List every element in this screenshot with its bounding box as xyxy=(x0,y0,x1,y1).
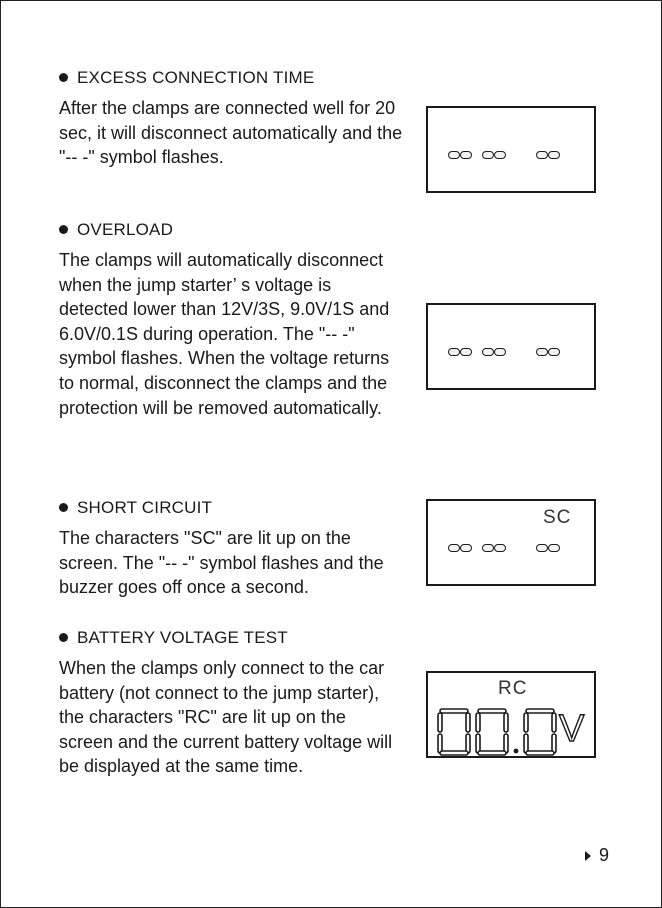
section-body: The characters "SC" are lit up on the screen. The "-- -" symbol flashes and the buzzer goes off once a second. xyxy=(59,528,384,598)
sc-indicator: SC xyxy=(543,507,572,528)
volt-unit: V xyxy=(559,708,585,750)
section-heading-text: EXCESS CONNECTION TIME xyxy=(77,68,315,87)
page-footer xyxy=(585,845,609,866)
section-body: When the clamps only connect to the car battery (not connect to the jump starter), the characters "RC" are lit up on the screen and the current battery voltage will be displayed at the same time. xyxy=(59,658,393,777)
dash-segment-icon xyxy=(482,348,506,356)
section-battery-voltage-test xyxy=(59,627,404,779)
bullet-icon xyxy=(59,73,68,82)
dash-segment-icon xyxy=(482,151,506,159)
section-overload xyxy=(59,219,404,420)
bullet-icon xyxy=(59,225,68,234)
dash-segment-icon xyxy=(482,544,506,552)
section-heading xyxy=(59,67,404,89)
bullet-icon xyxy=(59,633,68,642)
dash-segment-icon xyxy=(448,151,472,159)
section-heading-text: OVERLOAD xyxy=(77,220,174,239)
section-short-circuit xyxy=(59,497,404,600)
dash-segment-icon xyxy=(448,544,472,552)
section-heading xyxy=(59,219,404,241)
dash-segment-icon xyxy=(448,348,472,356)
section-heading-text: BATTERY VOLTAGE TEST xyxy=(77,628,288,647)
section-excess-connection-time xyxy=(59,67,404,170)
lcd-display-short-circuit xyxy=(426,499,596,586)
page-number: 9 xyxy=(598,845,609,865)
section-heading-text: SHORT CIRCUIT xyxy=(77,498,213,517)
lcd-display-battery-test xyxy=(426,671,596,758)
lcd-display-overload xyxy=(426,303,596,390)
section-heading xyxy=(59,627,404,649)
triangle-right-icon xyxy=(585,851,591,861)
lcd-display-excess-time xyxy=(426,106,596,193)
section-body: After the clamps are connected well for 20 sec, it will disconnect automatically and the "-- -" symbol flashes. xyxy=(59,98,403,168)
section-heading xyxy=(59,497,404,519)
rc-indicator: RC xyxy=(498,678,528,699)
dash-segment-icon xyxy=(536,151,560,159)
bullet-icon xyxy=(59,503,68,512)
dash-segment-icon xyxy=(536,544,560,552)
dash-segment-icon xyxy=(536,348,560,356)
section-body: The clamps will automatically disconnect when the jump starter’ s voltage is detected lower than 12V/3S, 9.0V/1S and 6.0V/0.1S during operation. The "-- -" symbol flashes. When the voltage returns to normal, disconnect the clamps and the protection will be removed automatically. xyxy=(59,250,390,418)
